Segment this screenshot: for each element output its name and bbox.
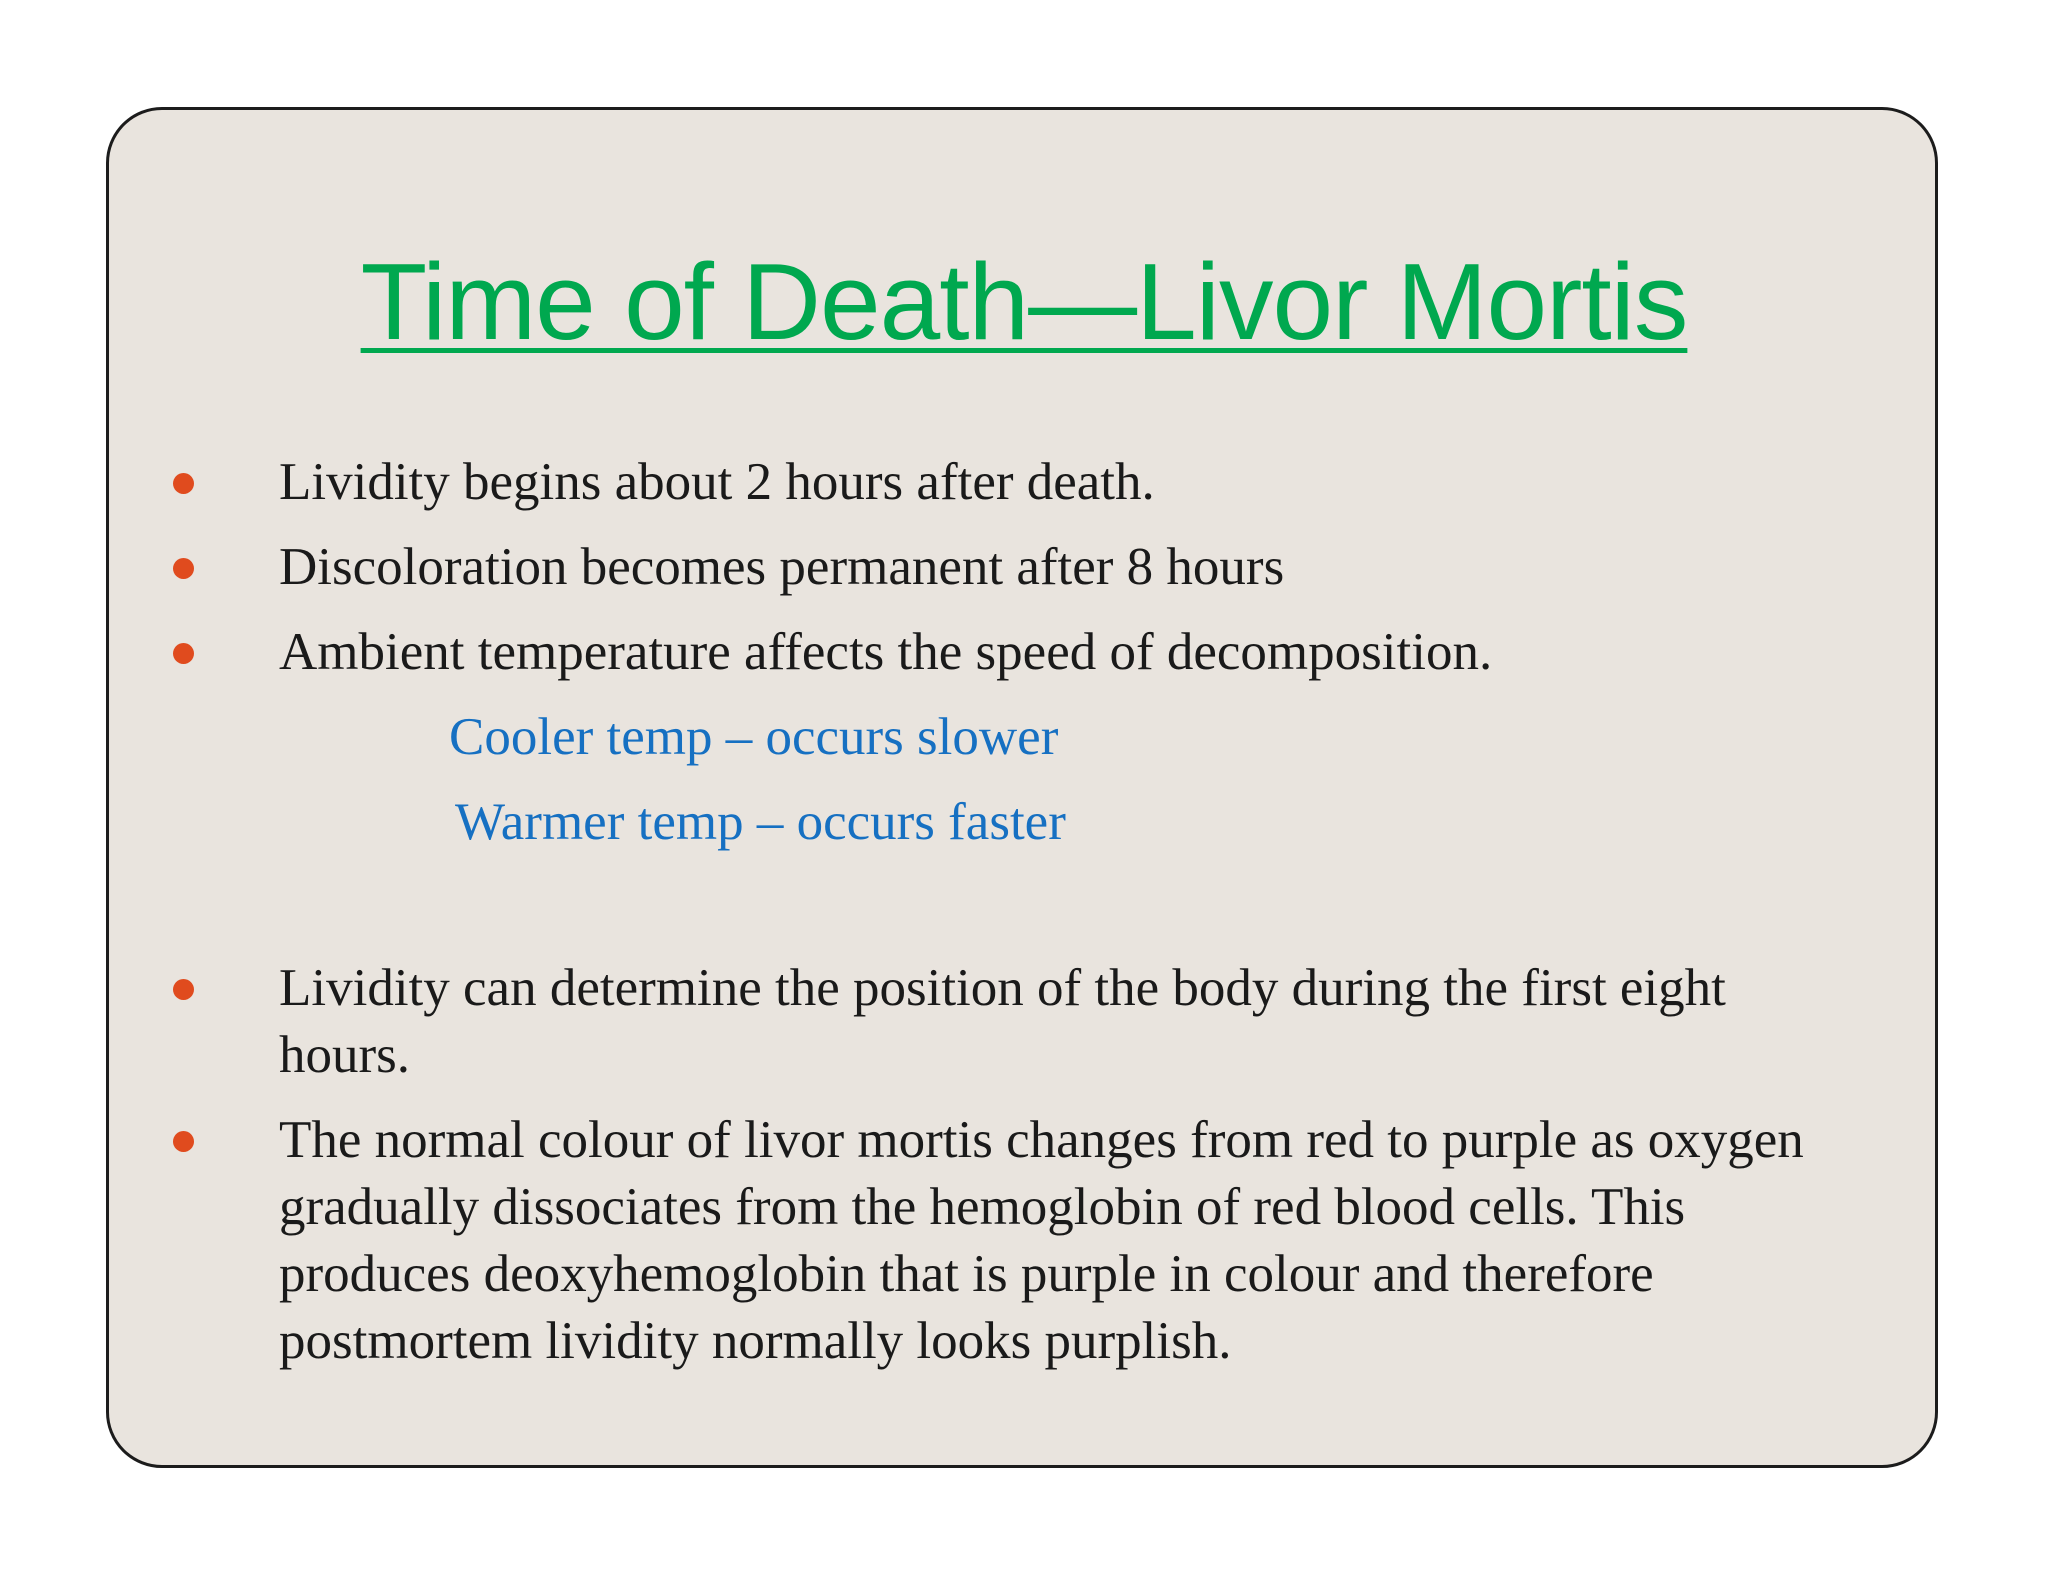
bullet-text: Discoloration becomes permanent after 8 hours xyxy=(279,538,1285,596)
sub-point-warmer: Warmer temp – occurs faster xyxy=(455,793,1066,851)
bullet-item xyxy=(279,619,1859,686)
bullet-item xyxy=(279,449,1859,516)
slide-title: Time of Death—Livor Mortis xyxy=(360,241,1688,363)
bullet-icon xyxy=(173,473,194,494)
bullet-text: The normal colour of livor mortis changes from red to purple as oxygen gradually dissociates from the hemoglobin of red blood cells. This produces deoxyhemoglobin that is purple in colour and therefore postmortem lividity normally looks purplish. xyxy=(279,1111,1804,1370)
sub-point-cooler: Cooler temp – occurs slower xyxy=(449,708,1059,766)
bullet-icon xyxy=(173,558,194,579)
bullet-item xyxy=(279,1107,1864,1375)
bullet-icon xyxy=(173,643,194,664)
bullet-text: Ambient temperature affects the speed of decomposition. xyxy=(279,623,1493,681)
bullet-icon xyxy=(173,979,194,1000)
bullet-text: Lividity begins about 2 hours after death. xyxy=(279,453,1155,511)
bullet-item xyxy=(279,534,1859,601)
bullet-icon xyxy=(173,1131,194,1152)
bullet-text: Lividity can determine the position of the body during the first eight hours. xyxy=(279,959,1726,1084)
bullet-item xyxy=(279,955,1839,1089)
